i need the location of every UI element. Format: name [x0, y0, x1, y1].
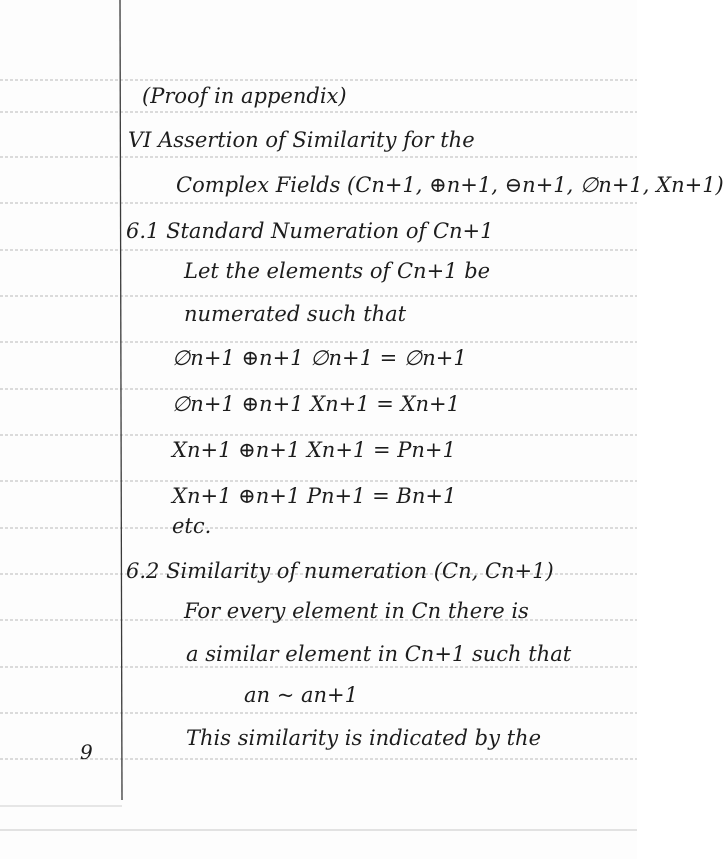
equation-4: Xn+1 ⊕n+1 Pn+1 = Bn+1 — [172, 484, 457, 508]
line-similar-element: a similar element in Cn+1 such that — [186, 642, 572, 666]
page-number: 9 — [80, 740, 93, 764]
similarity-relation: an ~ an+1 — [244, 683, 358, 707]
equation-1: ∅n+1 ⊕n+1 ∅n+1 = ∅n+1 — [172, 346, 467, 370]
line-let-elements: Let the elements of Cn+1 be — [184, 259, 491, 283]
line-for-every-element: For every element in Cn there is — [184, 599, 529, 623]
equation-2: ∅n+1 ⊕n+1 Xn+1 = Xn+1 — [172, 392, 461, 416]
equation-3: Xn+1 ⊕n+1 Xn+1 = Pn+1 — [172, 438, 456, 462]
section-heading-vi-cont: Complex Fields (Cn+1, ⊕n+1, ⊖n+1, ∅n+1, Xn+1) — [176, 173, 724, 197]
line-this-similarity: This similarity is indicated by the — [186, 726, 542, 750]
subsection-heading-6-2: 6.2 Similarity of numeration (Cn, Cn+1) — [126, 559, 554, 583]
line-etc: etc. — [172, 514, 212, 538]
subsection-heading-6-1: 6.1 Standard Numeration of Cn+1 — [126, 219, 494, 243]
line-proof-in-appendix: (Proof in appendix) — [142, 84, 347, 108]
section-heading-vi: VI Assertion of Similarity for the — [128, 128, 475, 152]
line-numerated-such-that: numerated such that — [184, 302, 407, 326]
